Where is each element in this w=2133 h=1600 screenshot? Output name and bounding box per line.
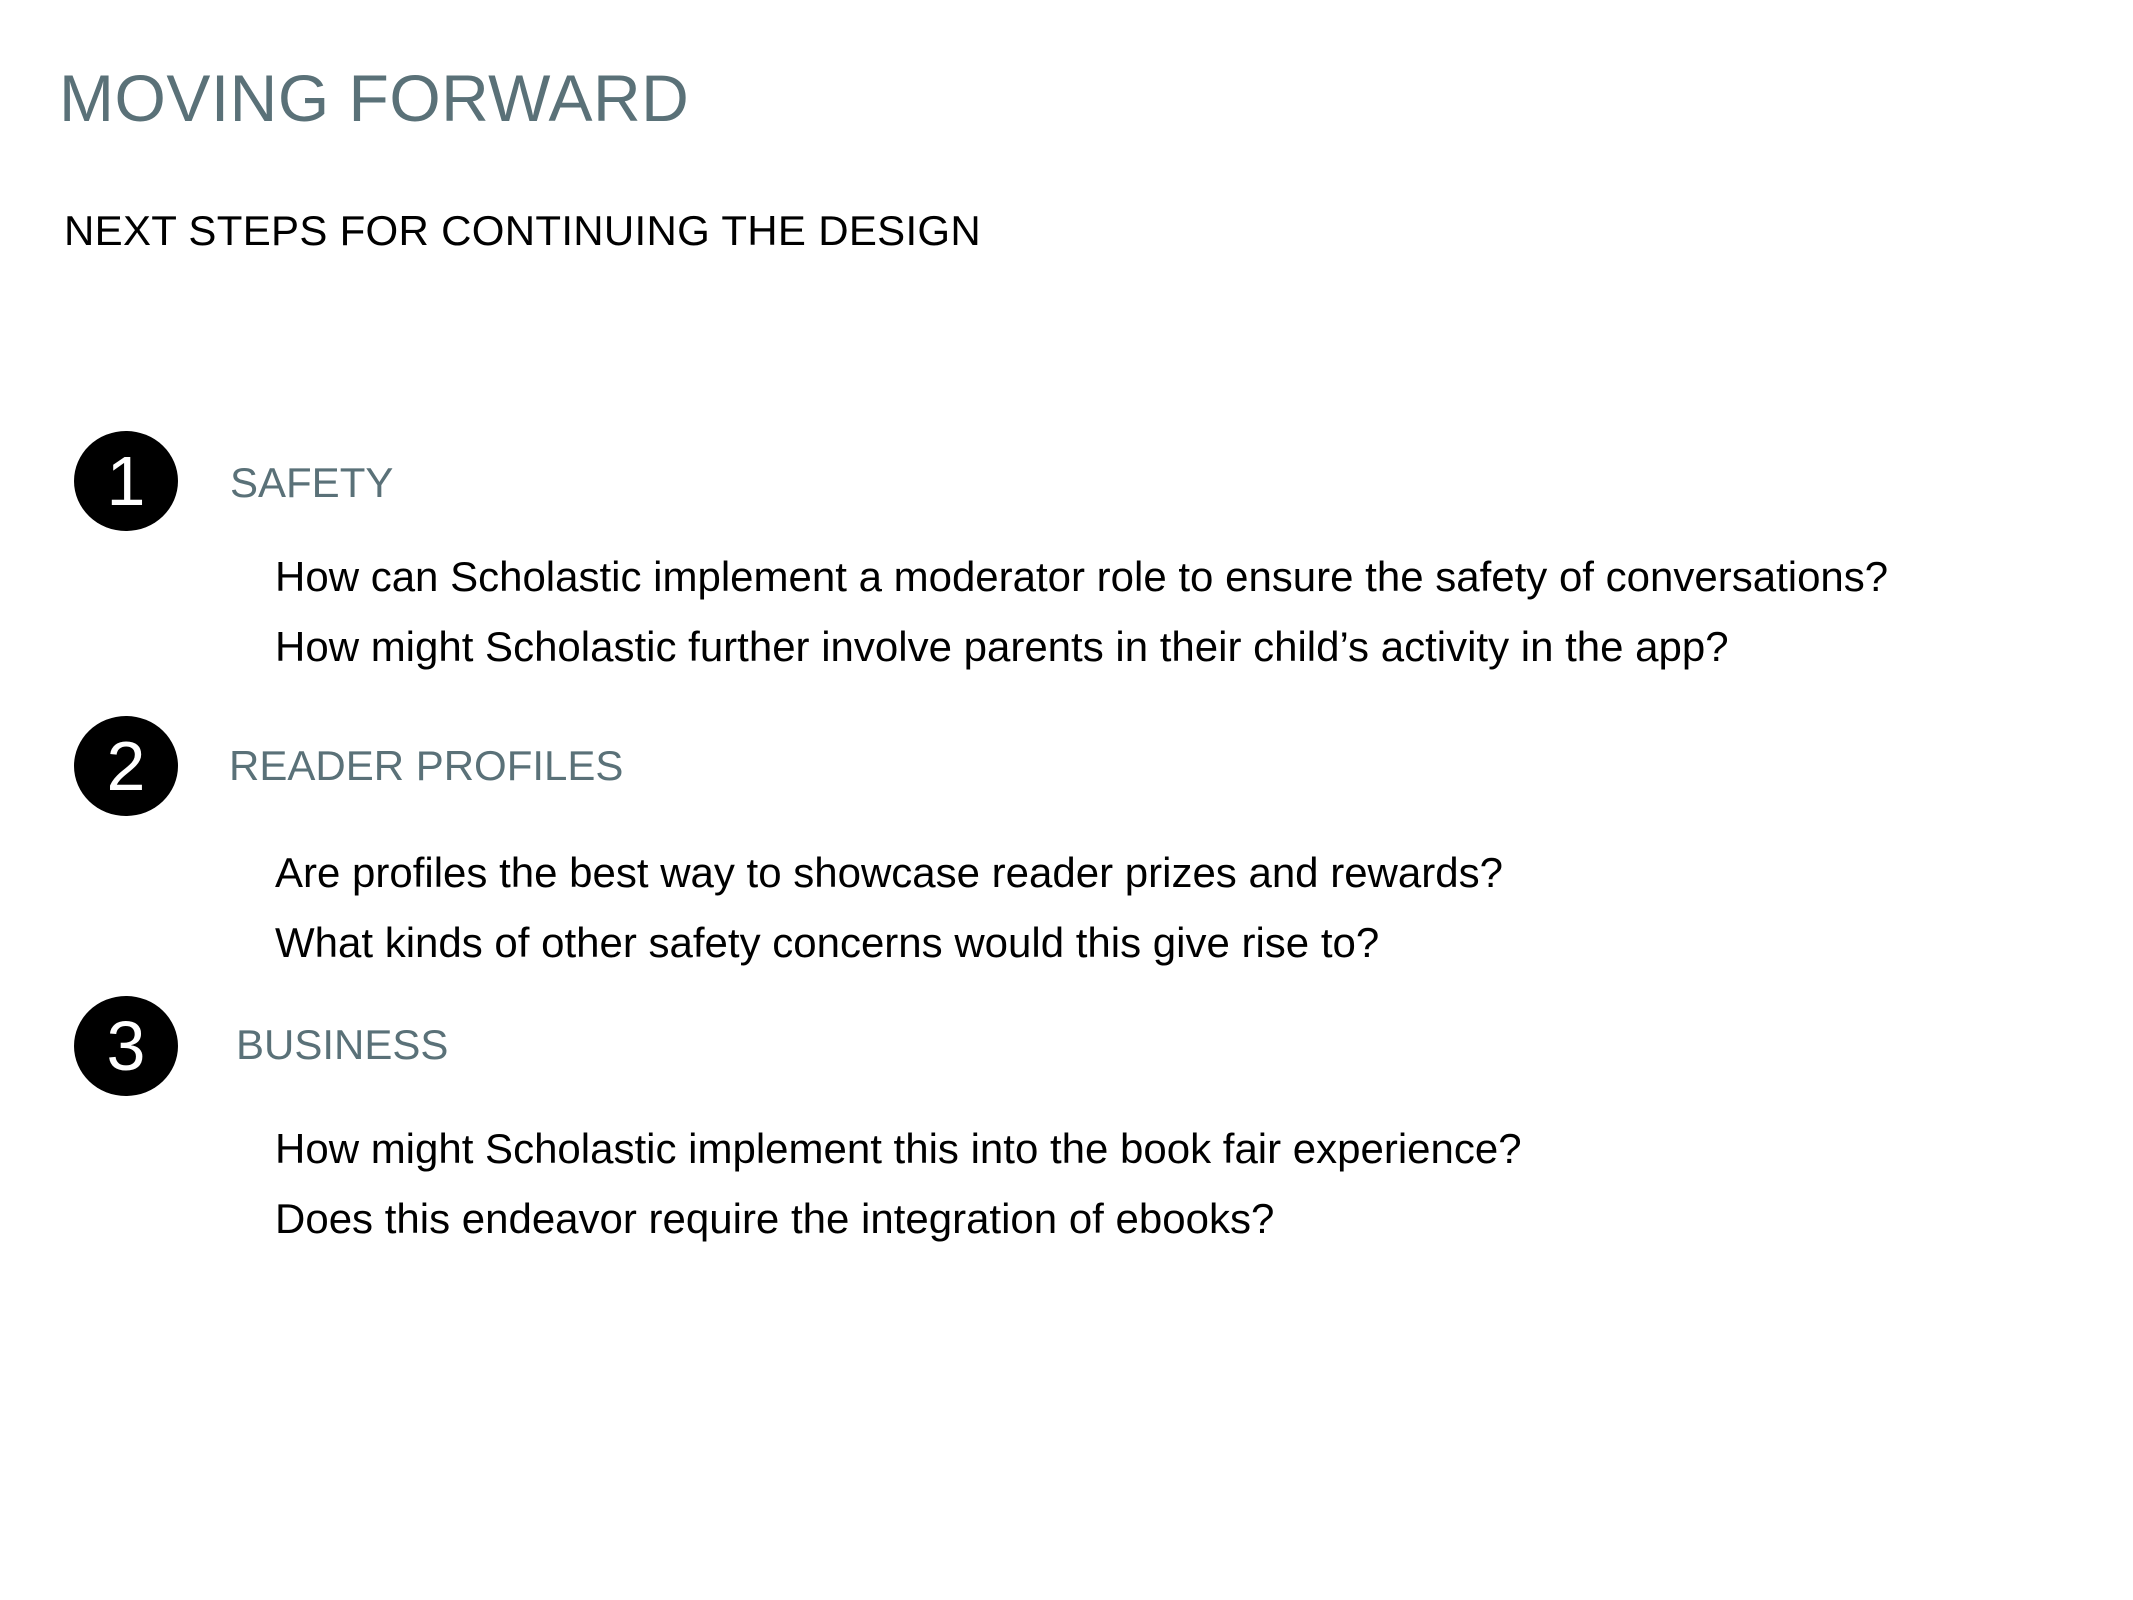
step-number-badge: 1 bbox=[74, 431, 178, 531]
page-title: MOVING FORWARD bbox=[59, 61, 690, 135]
question-item: How might Scholastic further involve parents in their child’s activity in the app? bbox=[275, 623, 1729, 670]
step-number-badge: 2 bbox=[74, 716, 178, 816]
step-number-badge: 3 bbox=[74, 996, 178, 1096]
question-item: How might Scholastic implement this into the book fair experience? bbox=[275, 1125, 1522, 1172]
question-item: How can Scholastic implement a moderator role to ensure the safety of conversations? bbox=[275, 553, 1889, 600]
step-heading-reader-profiles: READER PROFILES bbox=[229, 742, 624, 789]
question-item: Are profiles the best way to showcase reader prizes and rewards? bbox=[275, 849, 1503, 896]
step-heading-business: BUSINESS bbox=[236, 1021, 449, 1068]
page-subtitle: NEXT STEPS FOR CONTINUING THE DESIGN bbox=[64, 207, 982, 254]
question-item: Does this endeavor require the integration of ebooks? bbox=[275, 1195, 1275, 1242]
question-item: What kinds of other safety concerns would this give rise to? bbox=[275, 919, 1380, 966]
step-heading-safety: SAFETY bbox=[230, 459, 394, 506]
